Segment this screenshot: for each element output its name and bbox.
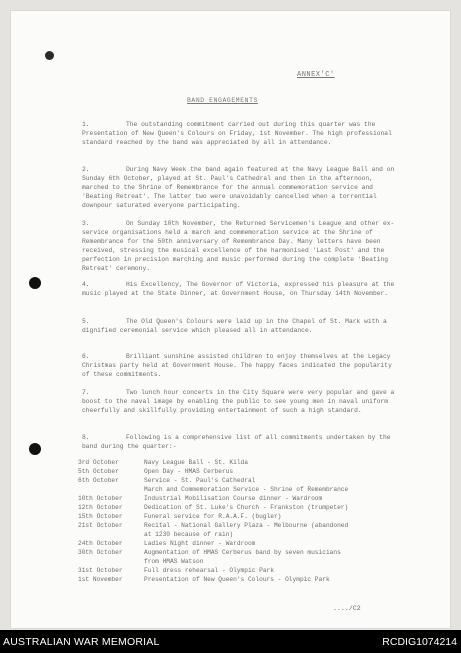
list-item <box>78 521 418 530</box>
paragraph-number: 6. <box>82 353 90 360</box>
archive-source-label: AUSTRALIAN WAR MEMORIAL <box>3 636 160 648</box>
record-id: RCDIG1074214 <box>382 636 457 648</box>
document-title: BAND ENGAGEMENTS <box>187 97 258 104</box>
paragraph-text: On Sunday 10th November, the Returned Servicemen's League and other ex-service organisations held a march and commemoration service at the Shrine of Remembrance for the 50th anniversary of Remembrance Day. Many letters have been received, stressing the musical excellence of the harmonised 'Last Post' and the perfection in precision marching and music performed during the complete 'Beating Retreat' ceremony. <box>82 220 395 272</box>
commitment-date: 1st November <box>78 576 123 583</box>
archive-footer-bar <box>0 630 461 653</box>
paragraph-text: Brilliant sunshine assisted children to enjoy themselves at the Legacy Christmas party held at Government House. The happy faces indicated the popularity of these commitments. <box>82 353 392 378</box>
list-item <box>78 467 418 476</box>
paragraph <box>82 317 402 335</box>
paragraph <box>82 388 402 415</box>
paragraph-number: 4. <box>82 281 90 288</box>
paragraph-text: During Navy Week the band again featured at the Navy League Ball and on Sunday 6th October, played at St. Paul's Cathedral and then in the afternoon, marched to the Shrine of Remembrance for the annual commemoration service and 'Beating Retreat'. The latter two were unavoidably cancelled when a torrential downpour saturated everyone participating. <box>82 166 395 209</box>
paragraph <box>82 219 402 273</box>
list-item <box>78 494 418 503</box>
commitment-event: from HMAS Watson <box>144 558 204 565</box>
commitment-event: Recital - National Gallery Plaza - Melbourne (abandoned <box>144 522 349 529</box>
commitment-event: Navy League Ball - St. Kilda <box>144 459 248 466</box>
commitment-date: 31st October <box>78 567 123 574</box>
commitment-event: at 1230 because of rain) <box>144 531 234 538</box>
commitment-date: 21st October <box>78 522 123 529</box>
punch-hole <box>29 443 41 455</box>
paragraph-text: Following is a comprehensive list of all commitments undertaken by the band during the quarter:- <box>82 434 391 450</box>
paragraph <box>82 352 402 379</box>
commitment-event: Open Day - HMAS Cerberus <box>144 468 234 475</box>
list-item <box>78 548 418 557</box>
commitment-event: Funeral service for R.A.A.F. (bugler) <box>144 513 282 520</box>
page-continuation-ref: ..../C2 <box>333 605 361 612</box>
commitment-date: 24th October <box>78 540 123 547</box>
commitment-date: 12th October <box>78 504 123 511</box>
paragraph <box>82 120 402 147</box>
commitment-event: Presentation of New Queen's Colours - Olympic Park <box>144 576 330 583</box>
list-item <box>78 512 418 521</box>
list-item <box>78 539 418 548</box>
annex-label: ANNEX'C' <box>297 71 335 79</box>
list-item <box>78 476 418 485</box>
commitment-event: Service - St. Paul's Cathedral <box>144 477 256 484</box>
paragraph <box>82 280 402 298</box>
punch-hole <box>45 51 54 60</box>
list-item <box>78 485 418 494</box>
paragraph <box>82 165 402 210</box>
list-item <box>78 458 418 467</box>
commitment-event: Industrial Mobilisation Course dinner - Wardroom <box>144 495 323 502</box>
commitment-date: 3rd October <box>78 459 119 466</box>
punch-hole <box>29 277 41 289</box>
commitment-date: 10th October <box>78 495 123 502</box>
document-page <box>11 11 450 628</box>
paragraph-number: 8. <box>82 434 90 441</box>
paragraph-number: 1. <box>82 121 90 128</box>
paragraph-number: 5. <box>82 318 90 325</box>
list-item <box>78 530 418 539</box>
commitment-event: Augmentation of HMAS Cerberus band by seven musicians <box>144 549 341 556</box>
list-item <box>78 557 418 566</box>
list-item <box>78 575 418 584</box>
paragraph-text: The outstanding commitment carried out during this quarter was the Presentation of New Queen's Colours on Friday, 1st November. The high professional standard reached by the band was appreciated by all in attendance. <box>82 121 392 146</box>
commitment-event: Dedication of St. Luke's Church - Frankston (trumpeter) <box>144 504 349 511</box>
commitment-date <box>78 530 144 539</box>
paragraph-number: 7. <box>82 389 90 396</box>
paragraph-text: Two lunch hour concerts in the City Square were very popular and gave a boost to the naval image by enabling the public to see young men in naval uniform cheerfully and skillfully providing entertainment of such a high standard. <box>82 389 395 414</box>
paragraph <box>82 433 402 451</box>
commitment-event: March and Commemoration Service - Shrine of Remembrance <box>144 486 349 493</box>
commitment-date: 15th October <box>78 513 123 520</box>
commitment-date: 5th October <box>78 468 119 475</box>
list-item <box>78 503 418 512</box>
paragraph-number: 2. <box>82 166 90 173</box>
list-item <box>78 566 418 575</box>
commitments-list <box>78 458 418 584</box>
commitment-date: 30th October <box>78 549 123 556</box>
paragraph-number: 3. <box>82 220 90 227</box>
paragraph-text: The Old Queen's Colours were laid up in the Chapel of St. Mark with a dignified ceremonial service which pleased all in attendance. <box>82 318 387 334</box>
commitment-date <box>78 485 144 494</box>
commitment-date: 6th October <box>78 477 119 484</box>
commitment-event: Ladies Night dinner - Wardroom <box>144 540 256 547</box>
paragraph-text: His Excellency, The Governor of Victoria, expressed his pleasure at the music played at the State Dinner, at Government House, on Thursday 14th November. <box>82 281 395 297</box>
commitment-date <box>78 557 144 566</box>
commitment-event: Full dress rehearsal - Olympic Park <box>144 567 274 574</box>
